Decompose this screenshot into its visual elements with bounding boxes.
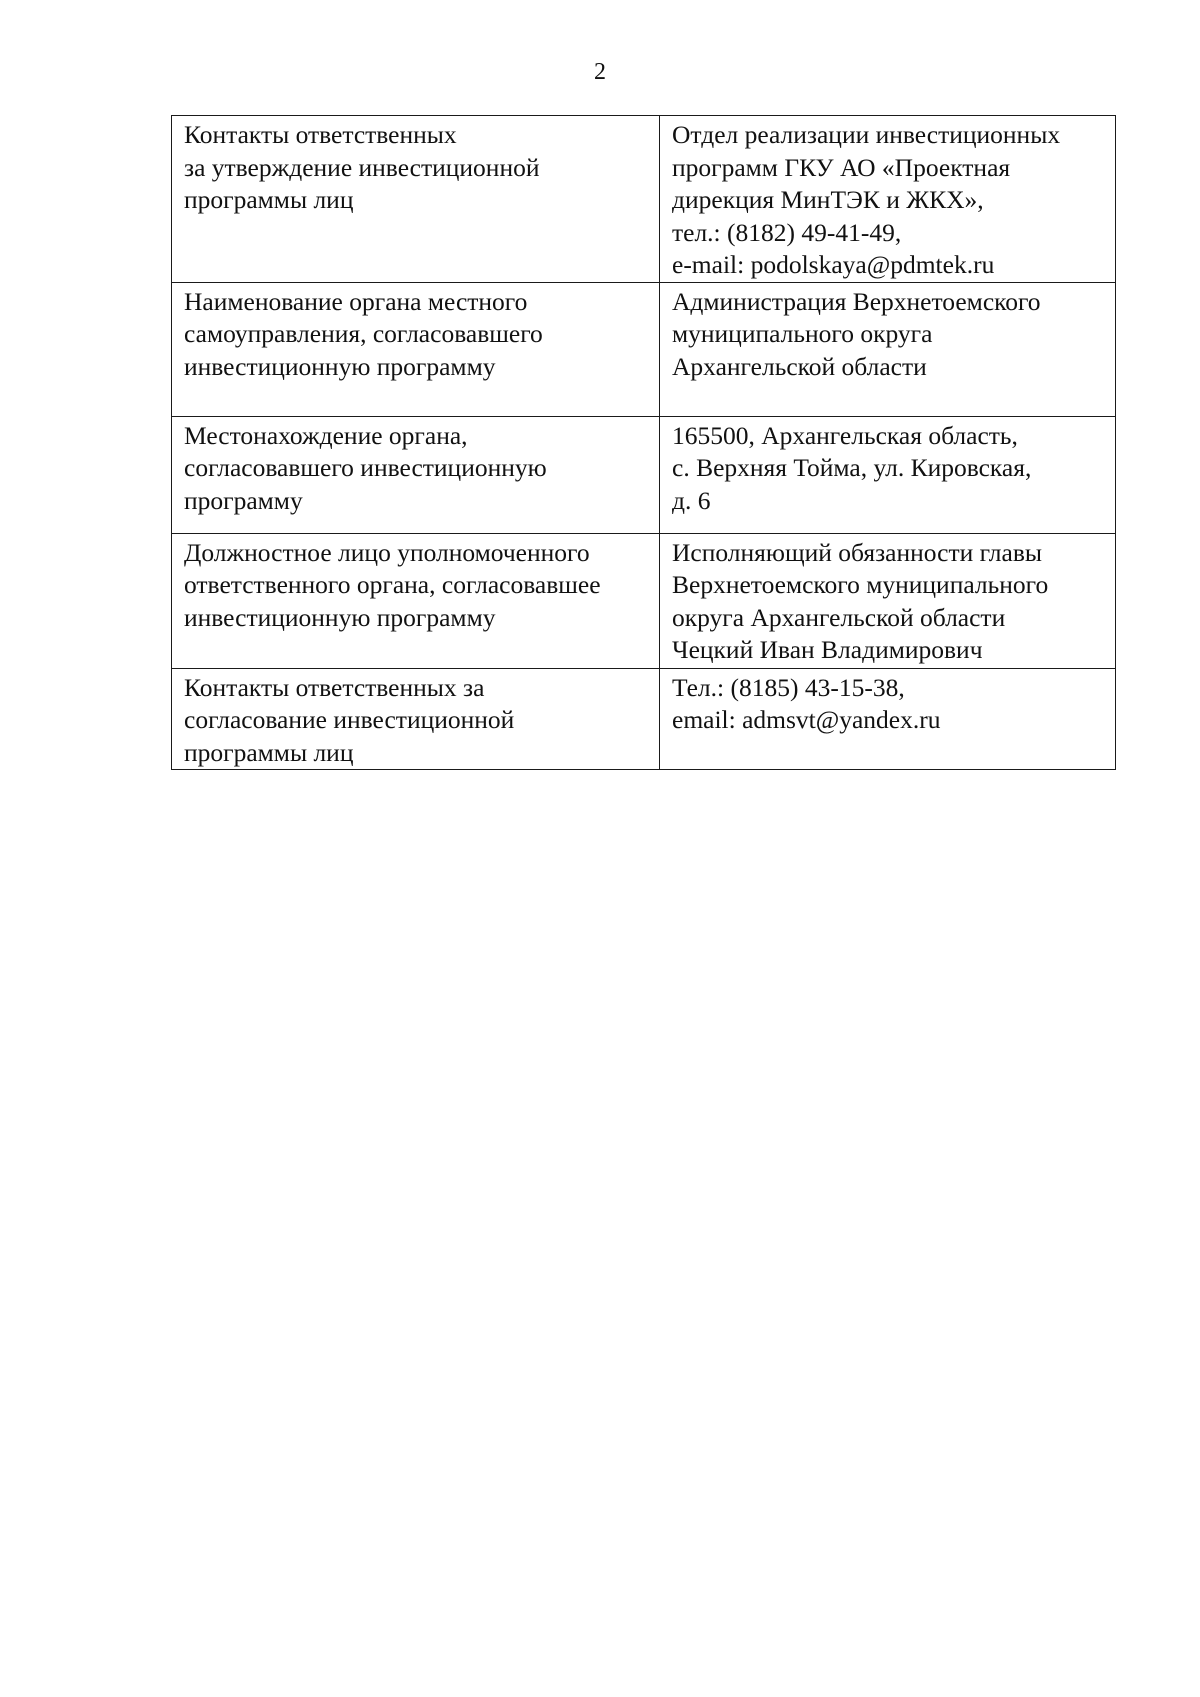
text-line: Верхнетоемского муниципального (672, 570, 1049, 599)
text-line: программы лиц (184, 185, 354, 214)
text-line: Наименование органа местного (184, 286, 528, 316)
text-line: Чецкий Иван Владимирович (672, 635, 983, 664)
phone-text: тел.: (8182) 49-41-49, (672, 217, 902, 247)
phone-text: Тел.: (8185) 43-15-38, (672, 672, 905, 702)
text-line: Контакты ответственных за (184, 672, 485, 702)
text-line: Исполняющий обязанности главы (672, 537, 1042, 567)
email-text: e-mail: podolskaya@pdmtek.ru (672, 250, 995, 279)
text-line: с. Верхняя Тойма, ул. Кировская, (672, 453, 1032, 482)
text-line: 165500, Архангельская область, (672, 420, 1018, 450)
info-table (171, 115, 1116, 770)
text-line: инвестиционную программу (184, 351, 496, 381)
text-line: согласовавшего инвестиционную (184, 453, 547, 482)
field-label-official (172, 533, 660, 668)
text-line: Отдел реализации инвестиционных (672, 120, 1061, 149)
table-row (172, 416, 1116, 533)
text-line: Должностное лицо уполномоченного (184, 537, 590, 567)
field-value-agreement-contacts (660, 668, 1116, 770)
field-value-authority-location (660, 416, 1116, 533)
text-line: д. 6 (672, 485, 711, 515)
field-label-authority-name (172, 282, 660, 416)
field-value-authority-name (660, 282, 1116, 416)
text-line: Администрация Верхнетоемского (672, 286, 1041, 316)
text-line: инвестиционную программу (184, 602, 496, 632)
text-line: Местонахождение органа, (184, 420, 468, 450)
field-value-official (660, 533, 1116, 668)
text-line: за утверждение инвестиционной (184, 152, 540, 182)
text-line: программ ГКУ АО «Проектная (672, 152, 1011, 182)
text-line: программы лиц (184, 737, 354, 767)
text-line: Архангельской области (672, 351, 927, 381)
table-row (172, 282, 1116, 416)
text-line: ответственного органа, согласовавшее (184, 570, 601, 599)
field-label-authority-location (172, 416, 660, 533)
table-row (172, 116, 1116, 283)
text-line: самоуправления, согласовавшего (184, 319, 543, 348)
text-line: муниципального округа (672, 319, 933, 348)
text-line: округа Архангельской области (672, 602, 1006, 632)
text-line: программу (184, 485, 303, 515)
text-line: дирекция МинТЭК и ЖКХ», (672, 185, 984, 214)
table-row (172, 533, 1116, 668)
field-value-approval-contacts (660, 116, 1116, 283)
field-label-agreement-contacts (172, 668, 660, 770)
field-label-approval-contacts (172, 116, 660, 283)
text-line: согласование инвестиционной (184, 705, 515, 734)
email-text: email: admsvt@yandex.ru (672, 705, 941, 734)
page-number: 2 (594, 59, 606, 85)
table-row (172, 668, 1116, 770)
text-line: Контакты ответственных (184, 120, 457, 149)
